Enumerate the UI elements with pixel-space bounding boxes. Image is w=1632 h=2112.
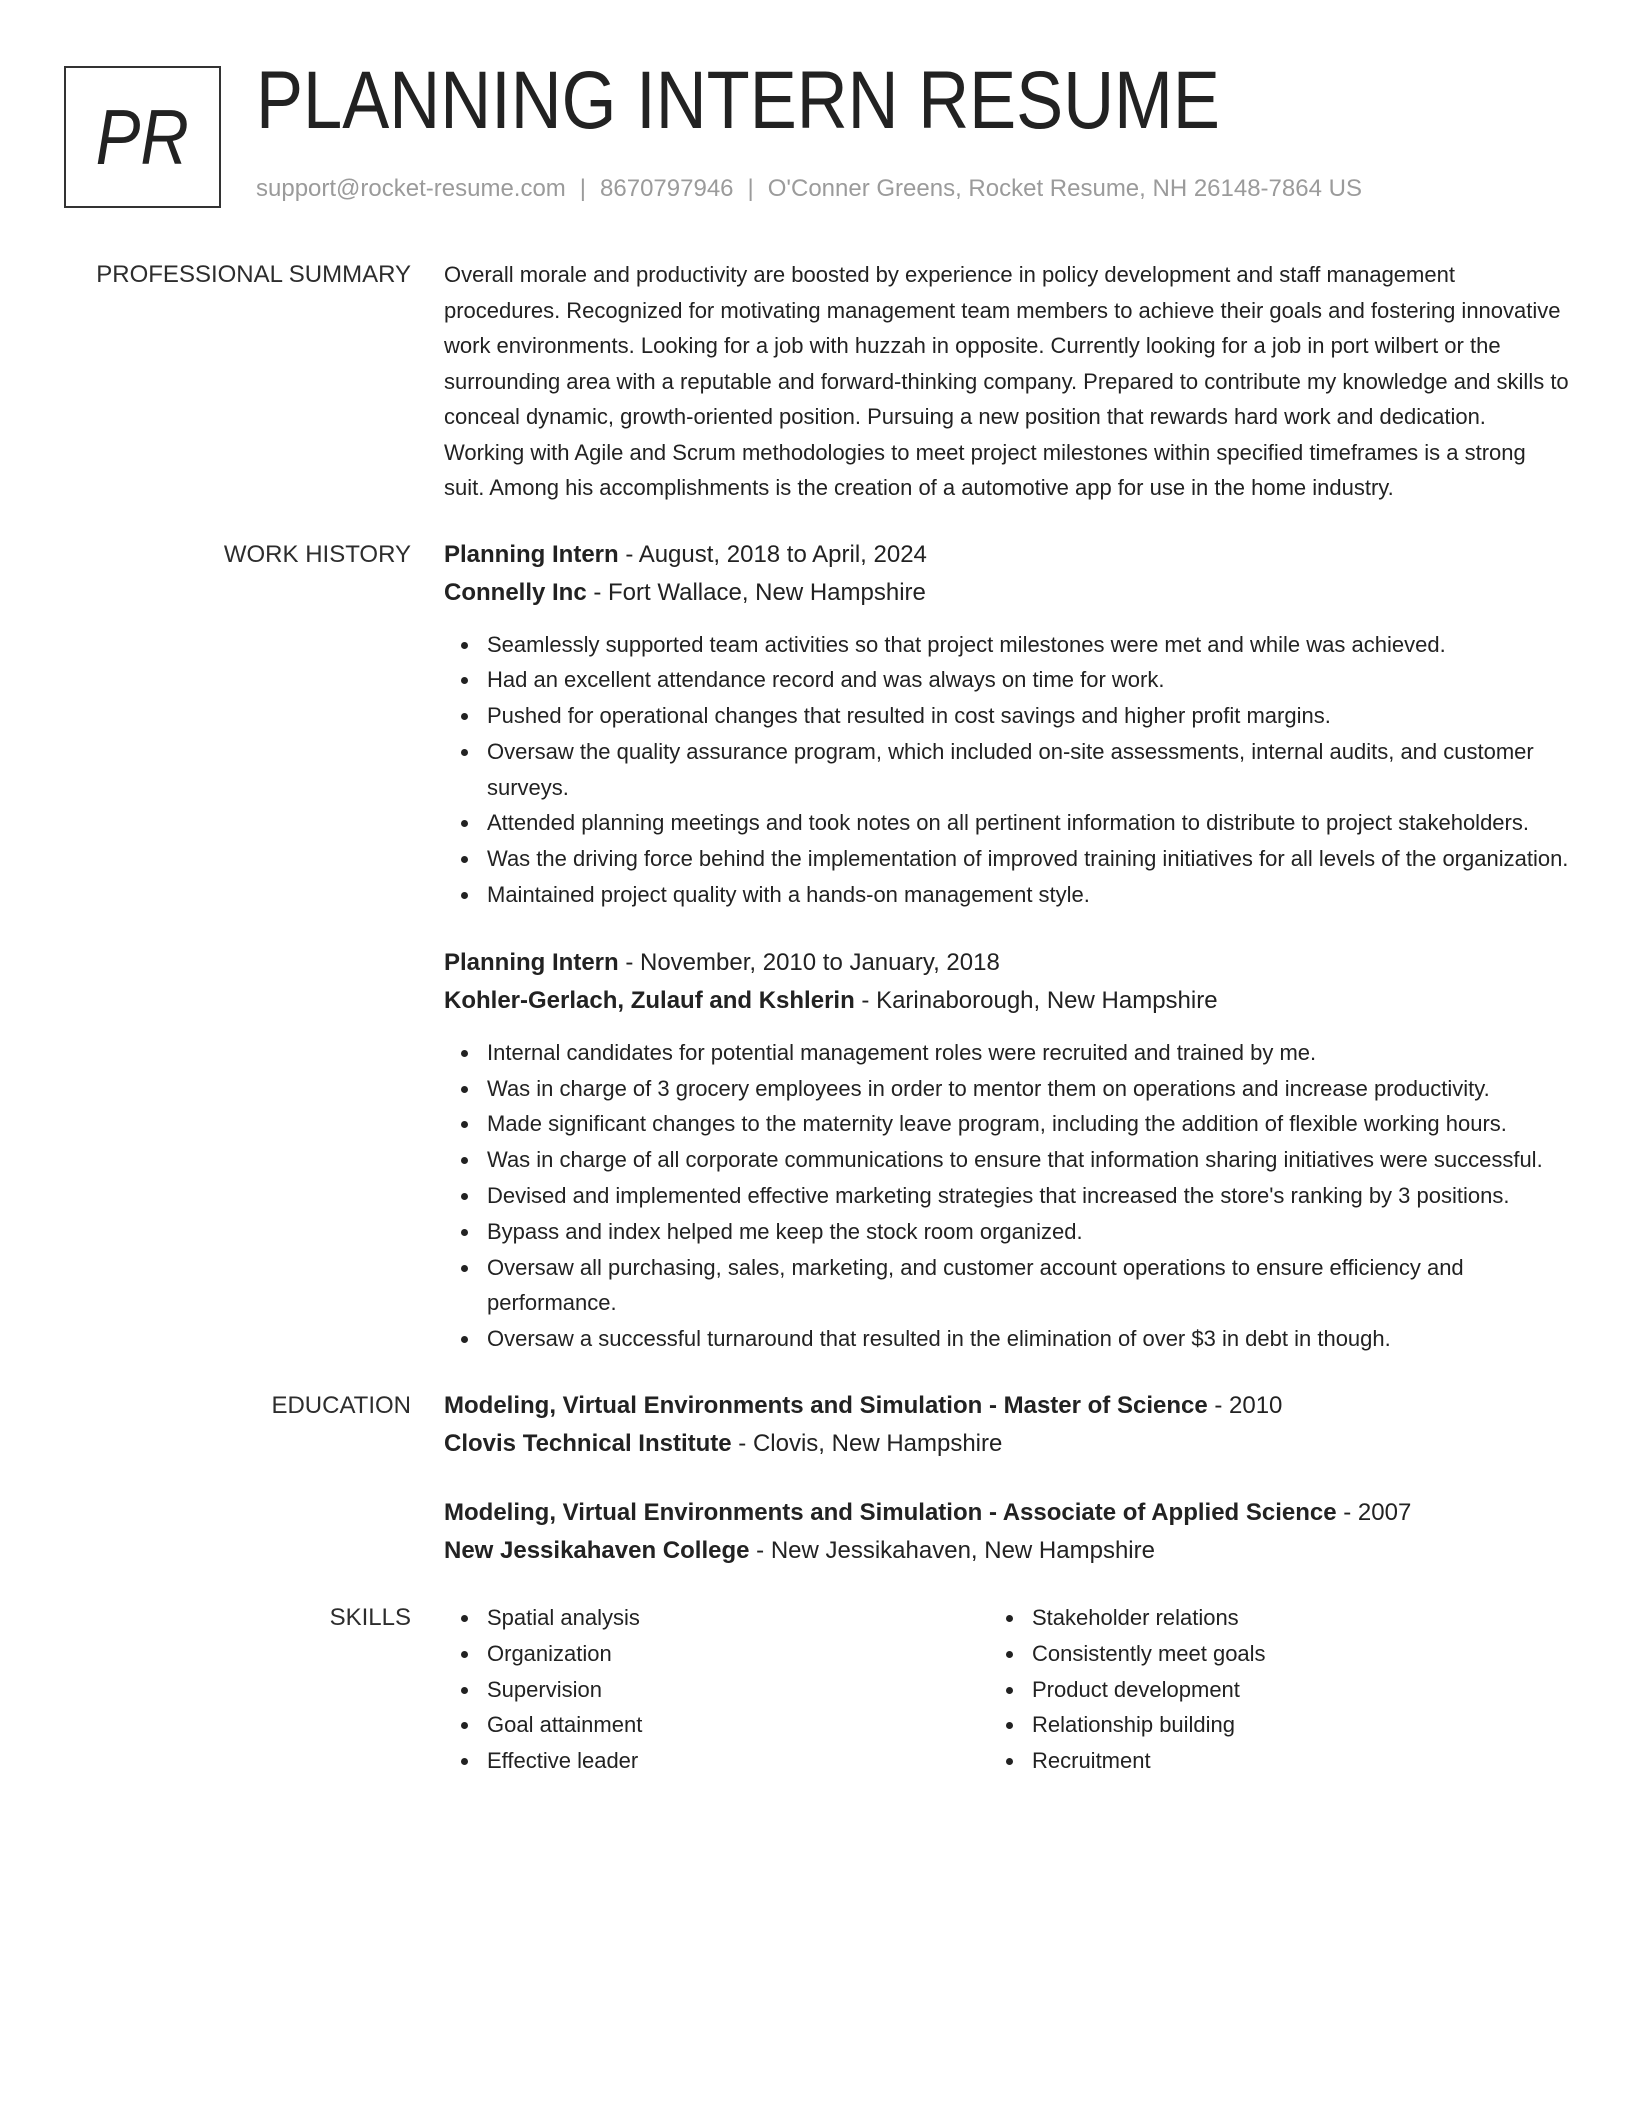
contact-email: support@rocket-resume.com (256, 175, 566, 202)
education-entry (444, 1494, 1569, 1570)
job-bullet: Seamlessly supported team activities so that project milestones were met and while was achieved. (444, 627, 1569, 663)
degree-line (444, 1494, 1569, 1532)
skill-item: Supervision (444, 1672, 989, 1708)
job-bullet: Was the driving force behind the implementation of improved training initiatives for all levels of the organization. (444, 841, 1569, 877)
contact-address: O'Conner Greens, Rocket Resume, NH 26148-7864 US (767, 175, 1362, 202)
job-bullet: Was in charge of 3 grocery employees in order to mentor them on operations and increase productivity. (444, 1071, 1569, 1107)
dash: - (1207, 1392, 1230, 1420)
job-bullet: Bypass and index helped me keep the stock room organized. (444, 1214, 1569, 1250)
job-bullet: Attended planning meetings and took notes on all pertinent information to distribute to project stakeholders. (444, 805, 1569, 841)
dash: - (618, 948, 640, 976)
skills-column-right (989, 1600, 1534, 1779)
job-title-line (444, 944, 1569, 982)
job-bullet: Made significant changes to the maternity leave program, including the addition of flexible working hours. (444, 1106, 1569, 1142)
job-list (444, 536, 1569, 1358)
skill-item: Stakeholder relations (989, 1600, 1534, 1636)
skill-item: Product development (989, 1672, 1534, 1708)
section-label-education: EDUCATION (271, 1392, 411, 1420)
job-bullets (444, 627, 1569, 913)
job-company-line (444, 982, 1569, 1020)
school: New Jessikahaven College (444, 1537, 750, 1565)
degree-year: 2007 (1357, 1499, 1412, 1527)
contact-separator: | (579, 175, 587, 202)
skill-item: Consistently meet goals (989, 1636, 1534, 1672)
job-bullet: Oversaw all purchasing, sales, marketing, and customer account operations to ensure efficiency and performance. (444, 1250, 1569, 1322)
contact-phone: 8670797946 (600, 175, 734, 202)
monogram-box (64, 66, 221, 208)
job-location: Fort Wallace, New Hampshire (608, 578, 926, 606)
dash: - (731, 1430, 753, 1458)
job-bullet: Oversaw a successful turnaround that resulted in the elimination of over $3 in debt in though. (444, 1321, 1569, 1357)
job-title-line (444, 536, 1569, 574)
resume-body (64, 257, 1569, 1809)
job-dates: August, 2018 to April, 2024 (638, 540, 927, 568)
job-entry (444, 536, 1569, 913)
skills-columns (444, 1600, 1569, 1779)
job-company-line (444, 574, 1569, 612)
summary-section (64, 257, 1569, 506)
degree: Modeling, Virtual Environments and Simulation - Master of Science (444, 1392, 1208, 1420)
skill-item: Effective leader (444, 1743, 989, 1779)
degree-line (444, 1387, 1569, 1425)
job-dates: November, 2010 to January, 2018 (640, 948, 1000, 976)
summary-text: Overall morale and productivity are boosted by experience in policy development and staff management procedures. Recognized for motivating management team members to achieve their goals and fostering innovative work environments. Looking for a job with huzzah in opposite. Currently looking for a job in port wilbert or the surrounding area with a reputable and forward-thinking company. Prepared to contribute my knowledge and skills to conceal dynamic, growth-oriented position. Pursuing a new position that rewards hard work and dedication. Working with Agile and Scrum methodologies to meet project milestones within specified timeframes is a strong suit. Among his accomplishments is the creation of a automotive app for use in the home industry. (444, 262, 1569, 500)
skills-section (64, 1600, 1569, 1779)
job-bullet: Internal candidates for potential management roles were recruited and trained by me. (444, 1035, 1569, 1071)
education-section (64, 1387, 1569, 1570)
section-label-skills: SKILLS (329, 1604, 411, 1632)
school-location: New Jessikahaven, New Hampshire (770, 1537, 1155, 1565)
job-title: Planning Intern (444, 948, 619, 976)
skill-item: Relationship building (989, 1707, 1534, 1743)
skill-item: Goal attainment (444, 1707, 989, 1743)
monogram-initials: PR (95, 93, 190, 181)
section-label-work-history: WORK HISTORY (223, 540, 411, 568)
dash: - (586, 578, 609, 606)
job-company: Connelly Inc (444, 578, 587, 606)
section-label-summary: PROFESSIONAL SUMMARY (96, 261, 411, 288)
job-bullet: Maintained project quality with a hands-on management style. (444, 877, 1569, 913)
school-line (444, 1532, 1569, 1570)
job-bullet: Oversaw the quality assurance program, which included on-site assessments, internal audits, and customer surveys. (444, 734, 1569, 806)
job-location: Karinaborough, New Hampshire (876, 986, 1218, 1014)
dash: - (618, 540, 639, 568)
job-company: Kohler-Gerlach, Zulauf and Kshlerin (444, 986, 855, 1014)
dash: - (749, 1537, 771, 1565)
skill-item: Spatial analysis (444, 1600, 989, 1636)
skill-item: Organization (444, 1636, 989, 1672)
degree-year: 2010 (1229, 1392, 1283, 1420)
resume-title: PLANNING INTERN RESUME (256, 55, 1220, 146)
education-entry (444, 1387, 1569, 1463)
school: Clovis Technical Institute (444, 1430, 732, 1458)
contact-line (256, 172, 1362, 206)
education-list (444, 1387, 1569, 1570)
job-bullets (444, 1035, 1569, 1357)
dash: - (1336, 1499, 1358, 1527)
degree: Modeling, Virtual Environments and Simulation - Associate of Applied Science (444, 1499, 1337, 1527)
contact-separator: | (747, 175, 754, 202)
job-entry (444, 944, 1569, 1357)
job-bullet: Pushed for operational changes that resulted in cost savings and higher profit margins. (444, 698, 1569, 734)
work-history-section (64, 536, 1569, 1358)
job-bullet: Was in charge of all corporate communications to ensure that information sharing initiatives were successful. (444, 1142, 1569, 1178)
job-bullet: Devised and implemented effective marketing strategies that increased the store's ranking by 3 positions. (444, 1178, 1569, 1214)
school-line (444, 1425, 1569, 1463)
skills-column-left (444, 1600, 989, 1779)
dash: - (854, 986, 877, 1014)
job-bullet: Had an excellent attendance record and was always on time for work. (444, 662, 1569, 698)
school-location: Clovis, New Hampshire (752, 1430, 1003, 1458)
job-title: Planning Intern (444, 540, 619, 568)
skill-item: Recruitment (989, 1743, 1534, 1779)
